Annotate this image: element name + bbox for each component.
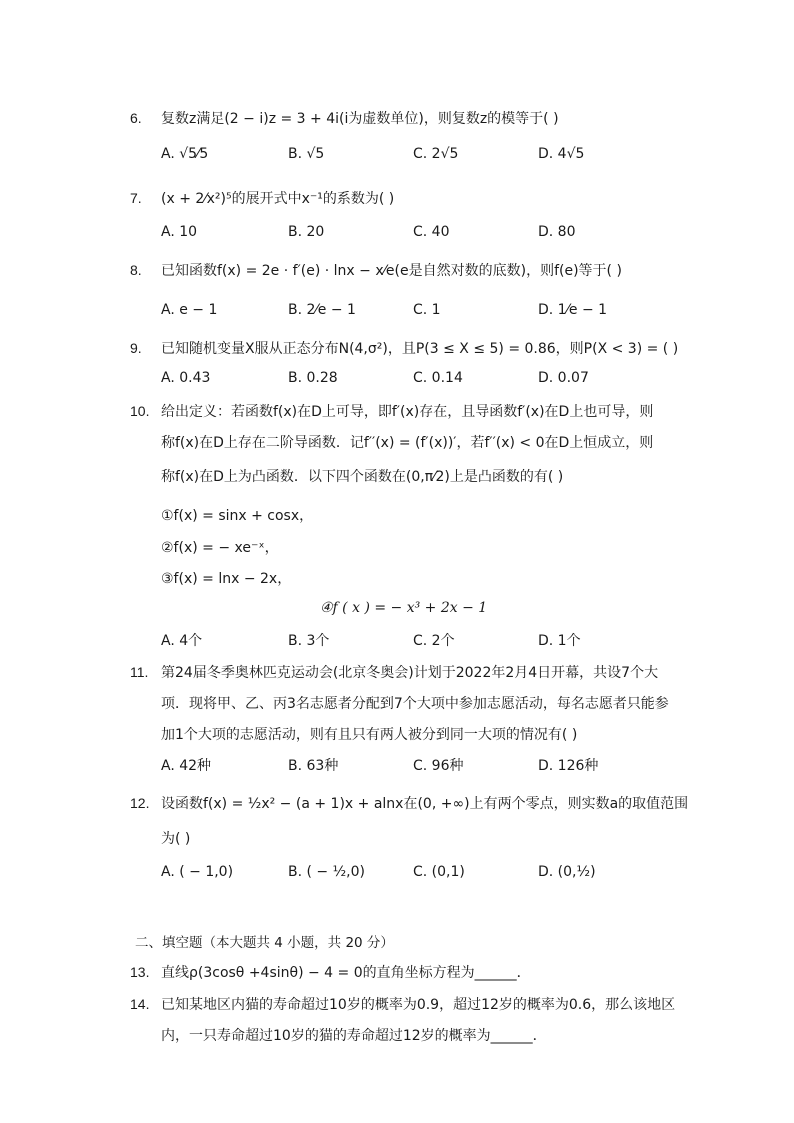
question-number: 13. (130, 964, 150, 980)
question-text: 已知随机变量X服从正态分布N(4,σ²)，且P(3 ≤ X ≤ 5) = 0.86，则P(X < 3) = ( ) (161, 341, 679, 357)
statement-item: ②f(x) = − xe⁻ˣ， (161, 540, 279, 556)
question-text-line: 内，一只寿命超过10岁的猫的寿命超过12岁的概率为______． (161, 1028, 547, 1044)
question-number: 10. (130, 403, 150, 419)
question-text: 复数z满足(2 − i)z = 3 + 4i(i为虚数单位)，则复数z的模等于( ) (161, 111, 559, 127)
question-number: 6. (130, 110, 142, 126)
statement-item-centered: ④f ( x ) = − x³ + 2x − 1 (320, 600, 488, 616)
option-d: D. 126种 (538, 758, 599, 774)
option-a: A. √5⁄5 (161, 146, 209, 162)
option-a: A. 4个 (161, 633, 203, 649)
statement-item: ①f(x) = sinx + cosx， (161, 508, 314, 524)
option-d: D. 80 (538, 224, 576, 240)
option-d: D. (0,½) (538, 864, 596, 880)
option-b: B. 2⁄e − 1 (288, 302, 356, 318)
option-c: C. 96种 (413, 758, 464, 774)
option-b: B. 63种 (288, 758, 339, 774)
option-b: B. 3个 (288, 633, 330, 649)
option-c: C. 40 (413, 224, 450, 240)
section-heading: 二、填空题（本大题共 4 小题，共 20 分） (135, 935, 394, 951)
question-text-line: 加1个大项的志愿活动，则有且只有两人被分到同一大项的情况有( ) (161, 727, 578, 743)
option-d: D. 1个 (538, 633, 581, 649)
option-c: C. (0,1) (413, 864, 465, 880)
option-a: A. ( − 1,0) (161, 864, 234, 880)
option-b: B. 0.28 (288, 370, 338, 386)
option-b: B. ( − ½,0) (288, 864, 365, 880)
question-text-line: 设函数f(x) = ½x² − (a + 1)x + alnx在(0, +∞)上有两个零点，则实数a的取值范围 (161, 796, 689, 812)
option-c: C. 2√5 (413, 146, 459, 162)
question-text: (x + 2⁄x²)⁵的展开式中x⁻¹的系数为( ) (161, 191, 395, 207)
question-text-line: 称f(x)在D上存在二阶导函数．记f′′(x) = (f′(x))′，若f′′(x) < 0在D上恒成立，则 (161, 435, 654, 451)
option-a: A. e − 1 (161, 302, 218, 318)
option-d: D. 0.07 (538, 370, 589, 386)
question-text-line: 给出定义：若函数f(x)在D上可导，即f′(x)存在，且导函数f′(x)在D上也可导，则 (161, 404, 654, 420)
question-text-line: 已知某地区内猫的寿命超过10岁的概率为0.9，超过12岁的概率为0.6，那么该地区 (161, 997, 676, 1013)
question-number: 7. (130, 190, 142, 206)
option-c: C. 2个 (413, 633, 455, 649)
question-text-line: 项．现将甲、乙、丙3名志愿者分配到7个大项中参加志愿活动，每名志愿者只能参 (161, 696, 669, 712)
question-text: 直线ρ(3cosθ +4sinθ) − 4 = 0的直角坐标方程为______． (161, 965, 531, 981)
option-b: B. √5 (288, 146, 325, 162)
question-text-line: 称f(x)在D上为凸函数．以下四个函数在(0,π⁄2)上是凸函数的有( ) (161, 469, 564, 485)
question-text-line: 为( ) (161, 831, 191, 847)
option-a: A. 42种 (161, 758, 212, 774)
question-number: 14. (130, 996, 150, 1012)
question-number: 12. (130, 795, 150, 811)
option-a: A. 10 (161, 224, 198, 240)
option-b: B. 20 (288, 224, 325, 240)
option-c: C. 1 (413, 302, 441, 318)
option-a: A. 0.43 (161, 370, 211, 386)
question-number: 9. (130, 340, 142, 356)
question-number: 11. (130, 664, 149, 680)
question-text: 已知函数f(x) = 2e · f′(e) · lnx − x⁄e(e是自然对数的底数)，则f(e)等于( ) (161, 263, 622, 279)
option-d: D. 1⁄e − 1 (538, 302, 608, 318)
statement-item: ③f(x) = lnx − 2x， (161, 571, 292, 587)
question-number: 8. (130, 262, 142, 278)
option-d: D. 4√5 (538, 146, 585, 162)
option-c: C. 0.14 (413, 370, 463, 386)
question-text-line: 第24届冬季奥林匹克运动会(北京冬奥会)计划于2022年2月4日开幕，共设7个大 (161, 665, 659, 681)
